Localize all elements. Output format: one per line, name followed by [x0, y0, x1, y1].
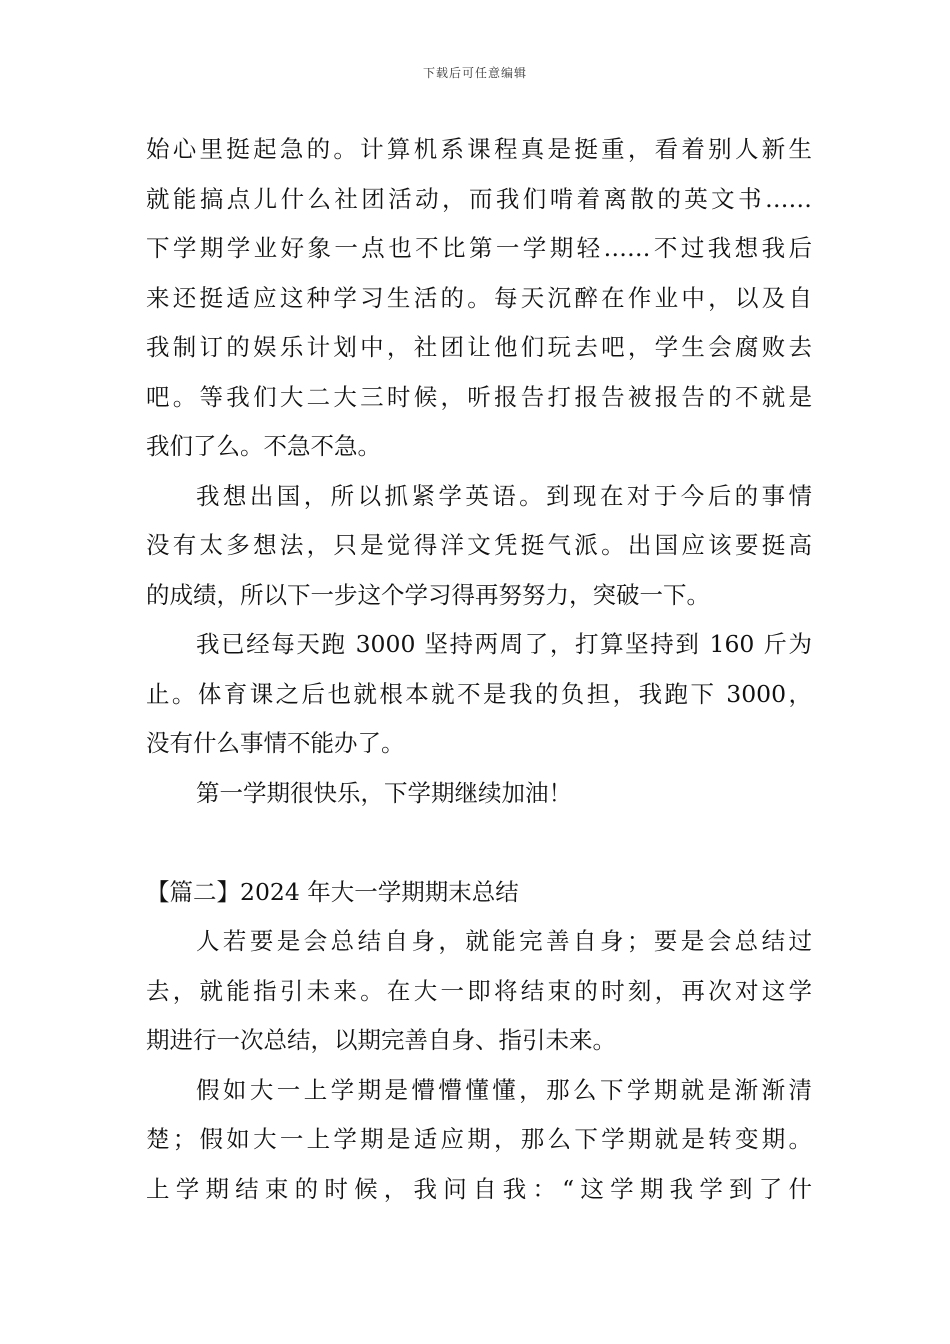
text-line: 没有太多想法，只是觉得洋文凭挺气派。出国应该要挺高 — [146, 531, 812, 559]
text-line: 下学期学业好象一点也不比第一学期轻……不过我想我后 — [146, 234, 812, 262]
paragraph — [146, 472, 812, 621]
text-line: 没有什么事情不能办了。 — [146, 729, 405, 757]
paragraph — [146, 917, 812, 1066]
header-note: 下载后可任意编辑 — [422, 66, 527, 80]
section-heading: 【篇二】2024 年大一学期期末总结 — [146, 877, 519, 906]
text-line: 上学期结束的时候，我问自我：“这学期我学到了什 — [146, 1174, 812, 1203]
paragraph — [146, 125, 812, 472]
paragraph — [146, 620, 812, 769]
text-line: 来还挺适应这种学习生活的。每天沉醉在作业中，以及自 — [146, 283, 812, 312]
section-spacer — [146, 818, 812, 868]
document-body — [146, 125, 812, 1214]
text-line: 楚；假如大一上学期是适应期，那么下学期就是转变期。 — [146, 1125, 812, 1153]
text-line: 吧。等我们大二大三时候，听报告打报告被报告的不就是 — [146, 382, 812, 411]
text-line: 假如大一上学期是懵懵懂懂，那么下学期就是渐渐清 — [196, 1075, 812, 1104]
text-line: 始心里挺起急的。计算机系课程真是挺重，看着别人新生 — [146, 135, 812, 163]
text-line: 第一学期很快乐，下学期继续加油！ — [196, 778, 572, 807]
text-line: 止。体育课之后也就根本就不是我的负担，我跑下 3000， — [146, 679, 812, 708]
paragraph — [146, 1066, 812, 1215]
text-line: 就能搞点儿什么社团活动，而我们啃着离散的英文书…… — [146, 184, 812, 213]
text-line: 去，就能指引未来。在大一即将结束的时刻，再次对这学 — [146, 976, 812, 1005]
text-line: 我制订的娱乐计划中，社团让他们玩去吧，学生会腐败去 — [146, 333, 812, 361]
paragraph — [146, 769, 812, 819]
text-line: 我想出国，所以抓紧学英语。到现在对于今后的事情 — [196, 481, 812, 510]
text-line: 我们了么。不急不急。 — [146, 432, 381, 460]
text-line: 期进行一次总结，以期完善自身、指引未来。 — [146, 1026, 616, 1054]
text-line: 的成绩，所以下一步这个学习得再努努力，突破一下。 — [146, 580, 710, 609]
text-line: 人若要是会总结自身，就能完善自身；要是会总结过 — [196, 927, 812, 955]
text-line: 我已经每天跑 3000 坚持两周了，打算坚持到 160 斤为 — [196, 630, 812, 658]
